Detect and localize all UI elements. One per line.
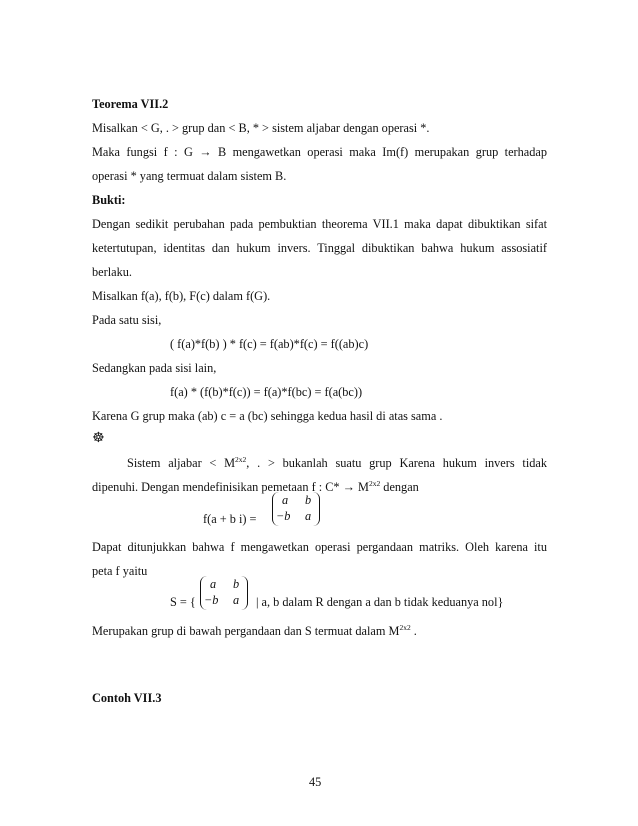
remark-line: peta f yaitu xyxy=(92,564,148,578)
proof-title: Bukti: xyxy=(92,193,126,207)
equation-line: f(a) * (f(b)*f(c)) = f(a)*f(bc) = f(a(bc)) xyxy=(170,385,363,399)
equation-line: ( f(a)*f(b) ) * f(c) = f(ab)*f(c) = f((ab)c) xyxy=(170,337,369,351)
remark-line: Merupakan grup di bawah pergandaan dan S termuat dalam $M^{2x2}$ . xyxy=(92,623,417,638)
remark-line: Dapat ditunjukkan bahwa f mengawetkan operasi pergandaan matriks. Oleh karena itu xyxy=(92,540,547,554)
remark-line: dipenuhi. Dengan mendefinisikan pemetaan f : $C* \to M^{2x2}$ dengan xyxy=(92,479,419,494)
text-line: Misalkan < G, . > grup dan < B, * > sistem aljabar dengan operasi *. xyxy=(92,121,430,135)
text-line: Misalkan f(a), f(b), F(c) dalam f(G). xyxy=(92,289,271,303)
text-line: berlaku. xyxy=(92,265,132,279)
qed-symbol-icon: ☸ xyxy=(92,431,105,446)
page-number: 45 xyxy=(309,775,322,789)
set-lhs: S = { xyxy=(170,595,196,609)
remark-line: Sistem aljabar < $M^{2x2}$, . > bukanlah suatu grup Karena hukum invers tidak xyxy=(127,455,547,470)
text-line: operasi * yang termuat dalam sistem B. xyxy=(92,169,287,183)
set-rhs: | a, b dalam R dengan a dan b tidak keduanya nol} xyxy=(256,595,504,609)
text-line: ketertutupan, identitas dan hukum invers. Tinggal dibuktikan bahwa hukum assosiatif xyxy=(92,241,547,255)
text-line: Sedangkan pada sisi lain, xyxy=(92,361,217,375)
text-line: Dengan sedikit perubahan pada pembuktian theorema VII.1 maka dapat dibuktikan sifat xyxy=(92,217,547,231)
text-line: Karena G grup maka (ab) c = a (bc) sehingga kedua hasil di atas sama . xyxy=(92,409,443,423)
text-line: Pada satu sisi, xyxy=(92,313,162,327)
matrix: a b −b a xyxy=(200,576,248,610)
text-line: Maka fungsi f : G → B mengawetkan operasi maka Im(f) merupakan grup terhadap xyxy=(92,145,547,159)
example-title: Contoh VII.3 xyxy=(92,691,162,705)
mapping-lhs: f(a + b i) = xyxy=(203,512,257,526)
theorem-title: Teorema VII.2 xyxy=(92,97,169,111)
matrix: a b −b a xyxy=(272,492,320,526)
